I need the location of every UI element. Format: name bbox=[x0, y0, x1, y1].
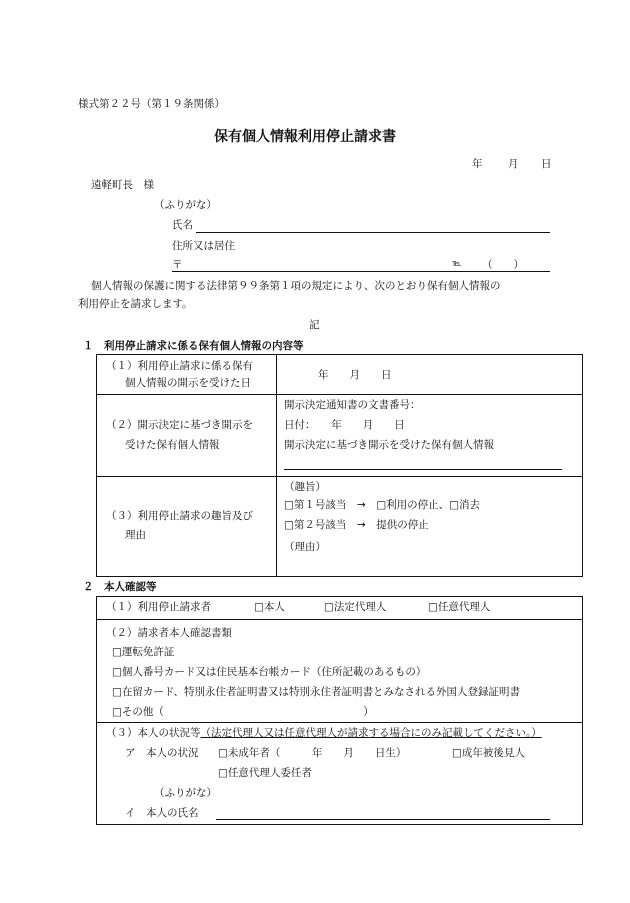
requester-address-label: 住所又は居住 bbox=[172, 240, 235, 252]
requester-name-label: 氏名 bbox=[172, 219, 193, 231]
s2-proxy-option[interactable]: □任意代理人委任者 bbox=[218, 767, 312, 779]
s2-furigana-label: （ふりがな） bbox=[154, 787, 217, 799]
s2-id-mynumber-card[interactable]: □個人番号カード又は住民基本台帳カード（住所記載のあるもの） bbox=[112, 666, 427, 678]
s2-minor-option[interactable]: □未成年者（ 年 月 日生） bbox=[218, 747, 407, 759]
s2-id-other[interactable]: □その他（ ） bbox=[112, 706, 374, 718]
section1-row-divider-2 bbox=[96, 476, 583, 477]
intro-line1: 個人情報の保護に関する法律第９９条第１項の規定により、次のとおり保有個人情報の bbox=[91, 280, 501, 292]
postal-mark: 〒 bbox=[172, 259, 183, 271]
s1-row3-option1[interactable]: □第１号該当 → □利用の停止、□消去 bbox=[284, 499, 481, 511]
s2-option-self[interactable]: □本人 bbox=[254, 601, 285, 613]
page-title: 保有個人情報利用停止請求書 bbox=[214, 129, 396, 145]
s2-option-voluntary-rep[interactable]: □任意代理人 bbox=[428, 601, 491, 613]
s1-row3-label-line1: （３）利用停止請求の趣旨及び bbox=[106, 510, 253, 522]
s1-row2-doc-number[interactable]: 開示決定通知書の文書番号： bbox=[284, 399, 421, 411]
s1-row3-purpose-label: （趣旨） bbox=[284, 481, 326, 493]
s2-i-label: イ 本人の氏名 bbox=[125, 807, 199, 819]
s1-row1-date[interactable]: 年 月 日 bbox=[318, 369, 392, 381]
s2-id-residence-card[interactable]: □在留カード、特別永住者証明書又は特別永住者証明書とみなされる外国人登録証明書 bbox=[112, 686, 520, 698]
section1-column-divider bbox=[276, 354, 277, 577]
section1-heading: １ 利用停止請求に係る保有個人情報の内容等 bbox=[83, 340, 304, 352]
section2-row-divider-2 bbox=[96, 722, 583, 723]
s1-row1-label-line1: （１）利用停止請求に係る保有 bbox=[106, 360, 253, 372]
ki-label: 記 bbox=[309, 319, 320, 331]
s2-row3-label-note: （法定代理人又は任意代理人が請求する場合にのみ記載してください。） bbox=[200, 727, 542, 739]
s2-row2-label: （２）請求者本人確認書類 bbox=[106, 627, 232, 639]
s1-row2-label-line2: 受けた保有個人情報 bbox=[125, 439, 220, 451]
section2-row-divider-1 bbox=[96, 619, 583, 620]
section1-row-divider-1 bbox=[96, 394, 583, 395]
date-year-label: 年 bbox=[472, 158, 483, 170]
s1-row2-date[interactable]: 日付： 年 月 日 bbox=[284, 419, 405, 431]
requester-address-field[interactable] bbox=[172, 271, 550, 272]
s2-id-drivers-license[interactable]: □運転免許証 bbox=[112, 646, 175, 658]
s2-a-label: ア 本人の状況 bbox=[125, 747, 199, 759]
requester-furigana-label: （ふりがな） bbox=[154, 199, 217, 211]
s1-row3-reason-label: （理由） bbox=[284, 541, 326, 553]
s1-row2-info-field[interactable] bbox=[284, 469, 562, 470]
s2-guardian-option[interactable]: □成年被後見人 bbox=[452, 747, 525, 759]
date-day-label: 日 bbox=[541, 158, 552, 170]
s1-row1-label-line2: 個人情報の開示を受けた日 bbox=[125, 377, 251, 389]
s2-row1-label: （１）利用停止請求者 bbox=[106, 601, 211, 613]
s2-row3-label-prefix: （３）本人の状況等 bbox=[106, 727, 201, 739]
requester-name-field[interactable] bbox=[196, 232, 550, 233]
s1-row3-label-line2: 理由 bbox=[125, 529, 146, 541]
s2-option-legal-rep[interactable]: □法定代理人 bbox=[324, 601, 387, 613]
s2-row3-label bbox=[106, 728, 542, 739]
s1-row2-label-line1: （２）開示決定に基づき開示を bbox=[106, 419, 253, 431]
date-month-label: 月 bbox=[508, 158, 519, 170]
tel-label: ℡ bbox=[452, 259, 462, 269]
tel-area-code: （ ） bbox=[482, 259, 524, 271]
s1-row3-option2[interactable]: □第２号該当 → 提供の停止 bbox=[284, 519, 429, 531]
section2-heading: ２ 本人確認等 bbox=[83, 581, 157, 593]
form-number: 様式第２２号（第１９条関係） bbox=[78, 98, 225, 110]
intro-line2: 利用停止を請求します。 bbox=[78, 298, 193, 310]
addressee: 遠軽町長 様 bbox=[91, 179, 154, 191]
s2-principal-name-field[interactable] bbox=[216, 819, 550, 820]
s1-row2-info: 開示決定に基づき開示を受けた保有個人情報 bbox=[284, 439, 494, 451]
